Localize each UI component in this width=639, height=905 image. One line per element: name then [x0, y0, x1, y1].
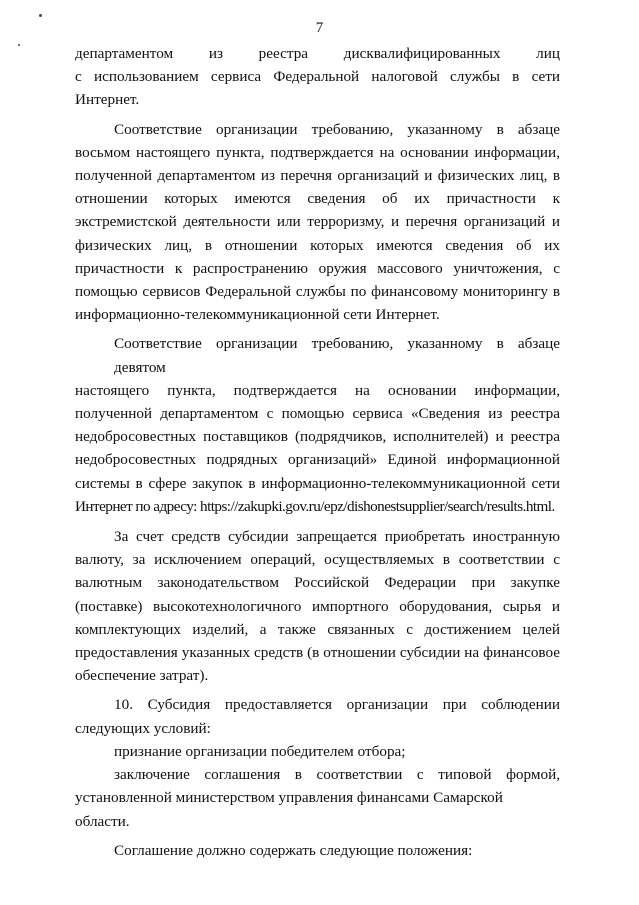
paragraph: [75, 118, 560, 327]
text-line: полученной департаментом с помощью сервиса «Сведения из реестра: [75, 405, 560, 423]
text-line: (поставке) высокотехнологичного импортного оборудования, сырья и: [75, 597, 560, 615]
text-line: недобросовестных поставщиков (подрядчиков, исполнителей) и реестра: [75, 428, 560, 446]
text-line: Интернет по адресу: https://zakupki.gov.ru/epz/dishonestsupplier/search/results.html.: [75, 497, 555, 515]
text-line: настоящего пункта, подтверждается на основании информации,: [75, 381, 560, 399]
text-line: Соответствие организации требованию, указанному в абзаце девятом: [114, 335, 560, 376]
text-line: следующих условий:: [75, 719, 211, 737]
paragraph: [75, 525, 560, 687]
text-line: За счет средств субсидии запрещается приобретать иностранную: [114, 528, 560, 546]
text-line: причастности к распространению оружия массового уничтожения, с: [75, 259, 560, 277]
text-line: Интернет.: [75, 91, 140, 109]
text-line: валюту, за исключением операций, осуществляемых в соответствии с: [75, 551, 560, 569]
text-line: недобросовестных подрядных организаций» Единой информационной: [75, 451, 560, 469]
text-line: отношении которых имеются сведения об их причастности к: [75, 190, 560, 208]
paragraph: [75, 839, 560, 862]
text-line: с использованием сервиса Федеральной налоговой службы в сети: [75, 68, 560, 86]
text-line: помощью сервисов Федеральной службы по финансовому мониторингу в: [75, 283, 560, 301]
paragraph: [75, 42, 560, 112]
document-body: [75, 42, 560, 862]
text-line: Соглашение должно содержать следующие положения:: [114, 841, 473, 859]
text-line: признание организации победителем отбора;: [114, 742, 406, 760]
text-line: 10. Субсидия предоставляется организации при соблюдении: [114, 696, 560, 714]
text-line: информационно-телекоммуникационной сети Интернет.: [75, 306, 440, 324]
text-line: физических лиц, в отношении которых имеются сведения об их: [75, 236, 560, 254]
paragraph: [75, 693, 560, 739]
scan-artifact-dot: [18, 44, 20, 46]
text-line: Соответствие организации требованию, указанному в абзаце: [114, 120, 560, 138]
text-line: заключение соглашения в соответствии с типовой формой,: [114, 766, 560, 784]
scan-artifact-dot: [39, 14, 42, 17]
text-line: восьмом настоящего пункта, подтверждается на основании информации,: [75, 143, 560, 161]
text-line: департаментом из реестра дисквалифицированных лиц: [75, 45, 560, 62]
page-number: 7: [315, 20, 324, 36]
text-line: системы в сфере закупок в информационно-телекоммуникационной сети: [75, 474, 560, 492]
paragraph: [75, 763, 560, 833]
text-line: предоставления указанных средств (в отношении субсидии на финансовое: [75, 644, 560, 662]
paragraph: [75, 740, 560, 763]
text-line: валютным законодательством Российской Федерации при закупке: [75, 574, 560, 592]
text-line: обеспечение затрат).: [75, 667, 209, 685]
text-line: установленной министерством управления финансами Самарской области.: [75, 789, 503, 830]
paragraph: [75, 332, 560, 518]
text-line: экстремистской деятельности или терроризму, и перечня организаций и: [75, 213, 560, 231]
text-line: полученной департаментом из перечня организаций и физических лиц, в: [75, 167, 560, 185]
text-line: комплектующих изделий, а также связанных с достижением целей: [75, 620, 560, 638]
